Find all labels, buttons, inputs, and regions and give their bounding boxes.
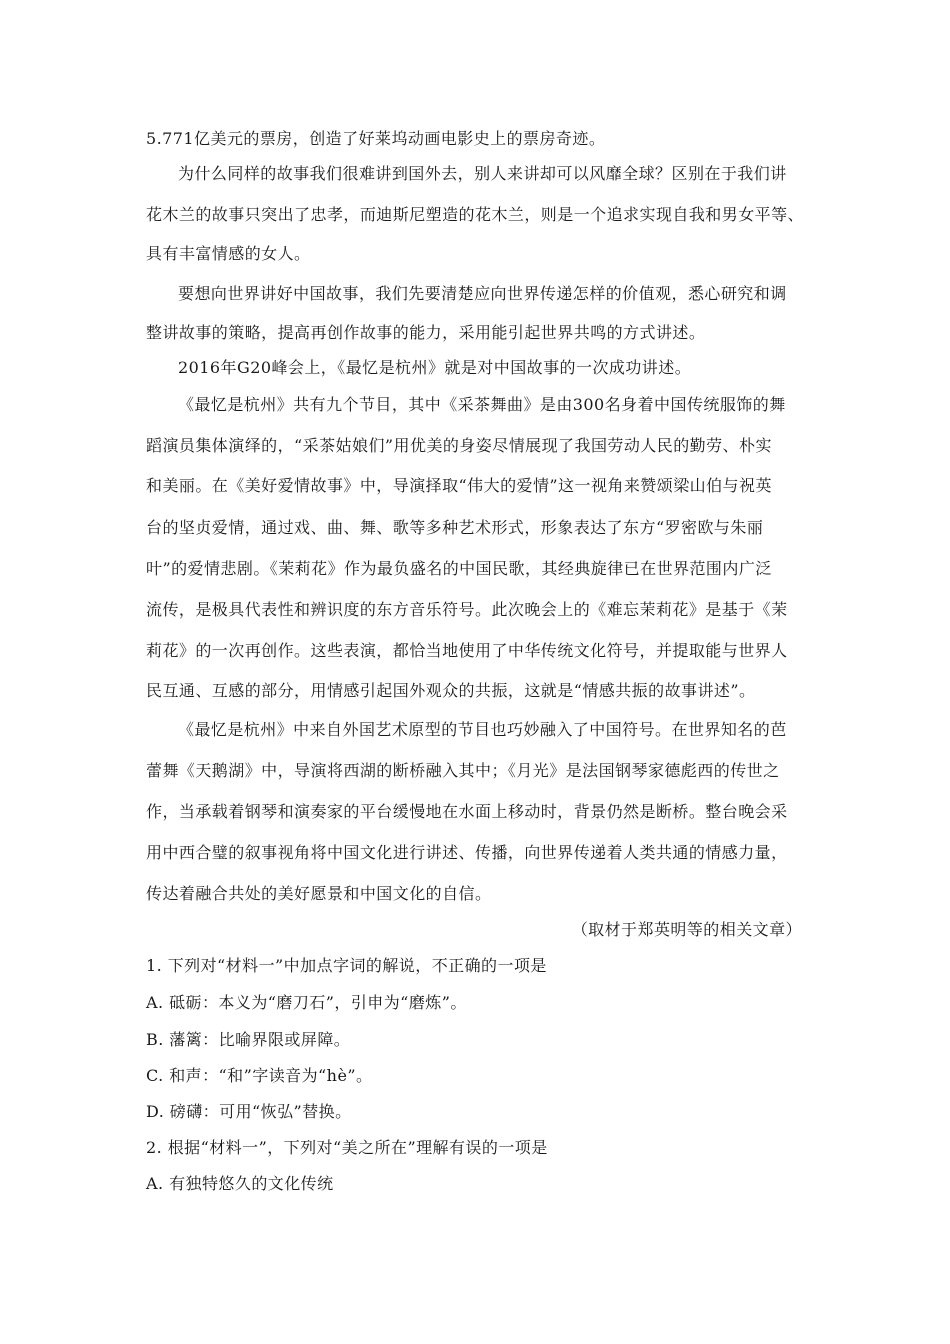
passage-line: 流传，是极具代表性和辨识度的东方音乐符号。此次晚会上的《难忘茉莉花》是基于《茉 — [146, 600, 788, 619]
passage-line: 用中西合璧的叙事视角将中国文化进行讲述、传播，向世界传递着人类共通的情感力量， — [146, 843, 788, 862]
question-stem: 2. 根据“材料一”，下列对“美之所在”理解有误的一项是 — [146, 1138, 548, 1157]
passage-line: 《最忆是杭州》共有九个节目，其中《采茶舞曲》是由300名身着中国传统服饰的舞 — [178, 395, 786, 414]
passage-line: 台的坚贞爱情，通过戏、曲、舞、歌等多种艺术形式，形象表达了东方“罗密欧与朱丽 — [146, 518, 764, 537]
passage-line: 整讲故事的策略，提高再创作故事的能力，采用能引起世界共鸣的方式讲述。 — [146, 323, 706, 342]
passage-line: 《最忆是杭州》中来自外国艺术原型的节目也巧妙融入了中国符号。在世界知名的芭 — [178, 720, 787, 739]
source-citation: （取材于郑英明等的相关文章） — [571, 920, 802, 939]
question-stem: 1. 下列对“材料一”中加点字词的解说，不正确的一项是 — [146, 956, 547, 975]
passage-line: 传达着融合共处的美好愿景和中国文化的自信。 — [146, 884, 492, 903]
option-b: B. 藩篱：比喻界限或屏障。 — [146, 1030, 351, 1049]
passage-line: 2016年G20峰会上，《最忆是杭州》就是对中国故事的一次成功讲述。 — [178, 358, 692, 377]
passage-line: 叶”的爱情悲剧。《茉莉花》作为最负盛名的中国民歌，其经典旋律已在世界范围内广泛 — [146, 559, 772, 578]
passage-line: 莉花》的一次再创作。这些表演，都恰当地使用了中华传统文化符号，并提取能与世界人 — [146, 641, 788, 660]
option-d: D. 磅礴：可用“恢弘”替换。 — [146, 1102, 352, 1121]
passage-line: 5.771亿美元的票房，创造了好莱坞动画电影史上的票房奇迹。 — [146, 129, 606, 148]
passage-line: 花木兰的故事只突出了忠孝，而迪斯尼塑造的花木兰，则是一个追求实现自我和男女平等、 — [146, 205, 805, 224]
passage-line: 为什么同样的故事我们很难讲到国外去，别人来讲却可以风靡全球？区别在于我们讲 — [178, 164, 787, 183]
passage-line: 和美丽。在《美好爱情故事》中，导演择取“伟大的爱情”这一视角来赞颂梁山伯与祝英 — [146, 476, 772, 495]
passage-line: 蹈演员集体演绎的，“采茶姑娘们”用优美的身姿尽情展现了我国劳动人民的勤劳、朴实 — [146, 436, 772, 455]
passage-line: 要想向世界讲好中国故事，我们先要清楚应向世界传递怎样的价值观，悉心研究和调 — [178, 284, 787, 303]
passage-line: 具有丰富情感的女人。 — [146, 244, 311, 263]
option-a: A. 有独特悠久的文化传统 — [146, 1174, 334, 1193]
option-a: A. 砥砺：本义为“磨刀石”，引申为“磨炼”。 — [146, 993, 467, 1012]
passage-line: 民互通、互感的部分，用情感引起国外观众的共振，这就是“情感共振的故事讲述”。 — [146, 681, 756, 700]
passage-line: 蕾舞《天鹅湖》中，导演将西湖的断桥融入其中；《月光》是法国钢琴家德彪西的传世之 — [146, 761, 780, 780]
passage-line: 作，当承载着钢琴和演奏家的平台缓慢地在水面上移动时，背景仍然是断桥。整台晚会采 — [146, 802, 788, 821]
option-c: C. 和声：“和”字读音为“hè”。 — [146, 1066, 373, 1085]
